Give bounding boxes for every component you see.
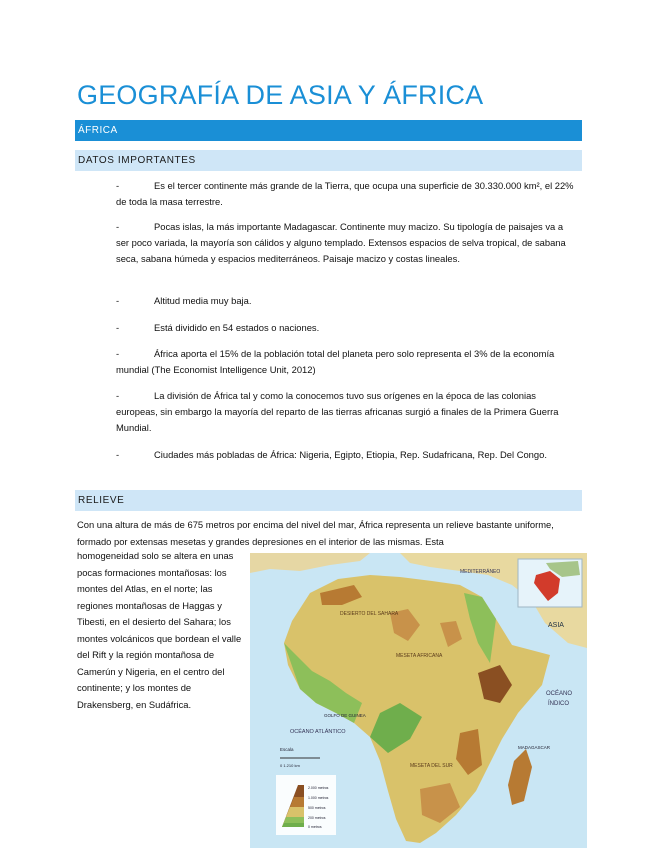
- section-header-africa: [75, 120, 582, 141]
- relieve-intro: Con una altura de más de 675 metros por encima del nivel del mar, África representa un relieve bastante uniforme, formado por extensas mesetas y grandes depresiones en el interior de las mismas. Esta: [77, 519, 554, 547]
- bullet-text: Pocas islas, la más importante Madagascar. Continente muy macizo. Su tipología de paisajes va a ser poco variada, la mayoría son cálidos y alguno templado. Extensos espacios de selva tropical, de sabana seca, sabana húmeda y espacios mediterráneos. Paisaje macizo y costas lineales.: [116, 221, 566, 264]
- map-scale-label: Escala: [280, 747, 294, 752]
- legend-label: 0 metros: [308, 825, 322, 829]
- bullet-text: Es el tercer continente más grande de la Tierra, que ocupa una superficie de 30.330.000 km², el 22% de toda la masa terrestre.: [116, 180, 574, 207]
- africa-relief-map: [250, 553, 587, 848]
- bullet-text: Ciudades más pobladas de África: Nigeria, Egipto, Etiopia, Rep. Sudafricana, Rep. Del Congo.: [154, 449, 547, 460]
- map-label-meseta: MESETA AFRICANA: [396, 653, 443, 659]
- map-label-madagascar: MADAGASCAR: [518, 745, 551, 750]
- bullet-dash: -: [116, 221, 120, 232]
- section-header-relieve: [75, 490, 582, 511]
- list-item: [116, 447, 576, 463]
- legend-label: 200 metros: [308, 816, 326, 820]
- bullet-text: África aporta el 15% de la población total del planeta pero solo representa el 3% de la economía mundial (The Economist Intelligence Unit, 2012): [116, 348, 555, 375]
- bullet-dash: -: [116, 449, 120, 460]
- section-header-datos: [75, 150, 582, 171]
- list-item: [116, 346, 576, 378]
- bullet-dash: -: [116, 180, 120, 191]
- map-label-golfo: GOLFO DE GUINEA: [324, 713, 366, 718]
- bullet-dash: -: [116, 295, 120, 306]
- map-label-indico-1: OCÉANO: [546, 691, 573, 697]
- bullet-dash: -: [116, 390, 120, 401]
- bullet-dash: -: [116, 348, 120, 359]
- map-label-sahara: DESIERTO DEL SAHARA: [340, 611, 399, 617]
- page-title: GEOGRAFÍA DE ASIA Y ÁFRICA: [77, 80, 484, 110]
- map-label-mediterraneo: MEDITERRÁNEO: [460, 569, 501, 575]
- bullet-dash: -: [116, 322, 120, 333]
- map-label-indico-2: ÍNDICO: [548, 701, 569, 707]
- section-header-relieve-label: RELIEVE: [78, 495, 125, 506]
- list-item: [116, 219, 576, 267]
- list-item: [116, 293, 576, 309]
- bullet-text: Altitud media muy baja.: [154, 295, 252, 306]
- map-scale-km: 0 1.210 km: [280, 763, 300, 768]
- section-header-datos-label: DATOS IMPORTANTES: [78, 155, 196, 166]
- legend-label: 500 metros: [308, 806, 326, 810]
- map-label-atlantico: OCÉANO ATLÁNTICO: [290, 729, 346, 735]
- bullet-text: Está dividido en 54 estados o naciones.: [154, 322, 320, 333]
- section-header-africa-label: ÁFRICA: [78, 125, 118, 136]
- map-label-meseta-sur: MESETA DEL SUR: [410, 763, 453, 769]
- bullet-text: La división de África tal y como la conocemos tuvo sus orígenes en la época de las colonias europeas, sin embargo la mayoría del reparto de las tierras africanas surgió a finales de la Primera Guerra Mundial.: [116, 390, 559, 433]
- list-item: [116, 320, 576, 336]
- legend-label: 2.000 metros: [308, 786, 329, 790]
- legend-label: 1.000 metros: [308, 796, 329, 800]
- relieve-side-text: homogeneidad solo se altera en unas pocas formaciones montañosas: los montes del Atlas, en el norte; las regiones montañosas de Haggas y Tibesti, en el desierto del Sahara; los montes volcánicos que bordean el valle del Rift y la región montañosa de Camerún y Nigeria, en el centro del continente; y los montes de Drakensberg, en Sudáfrica.: [77, 550, 242, 710]
- list-item: [116, 388, 576, 436]
- map-label-asia: ASIA: [548, 622, 564, 629]
- list-item: [116, 178, 576, 210]
